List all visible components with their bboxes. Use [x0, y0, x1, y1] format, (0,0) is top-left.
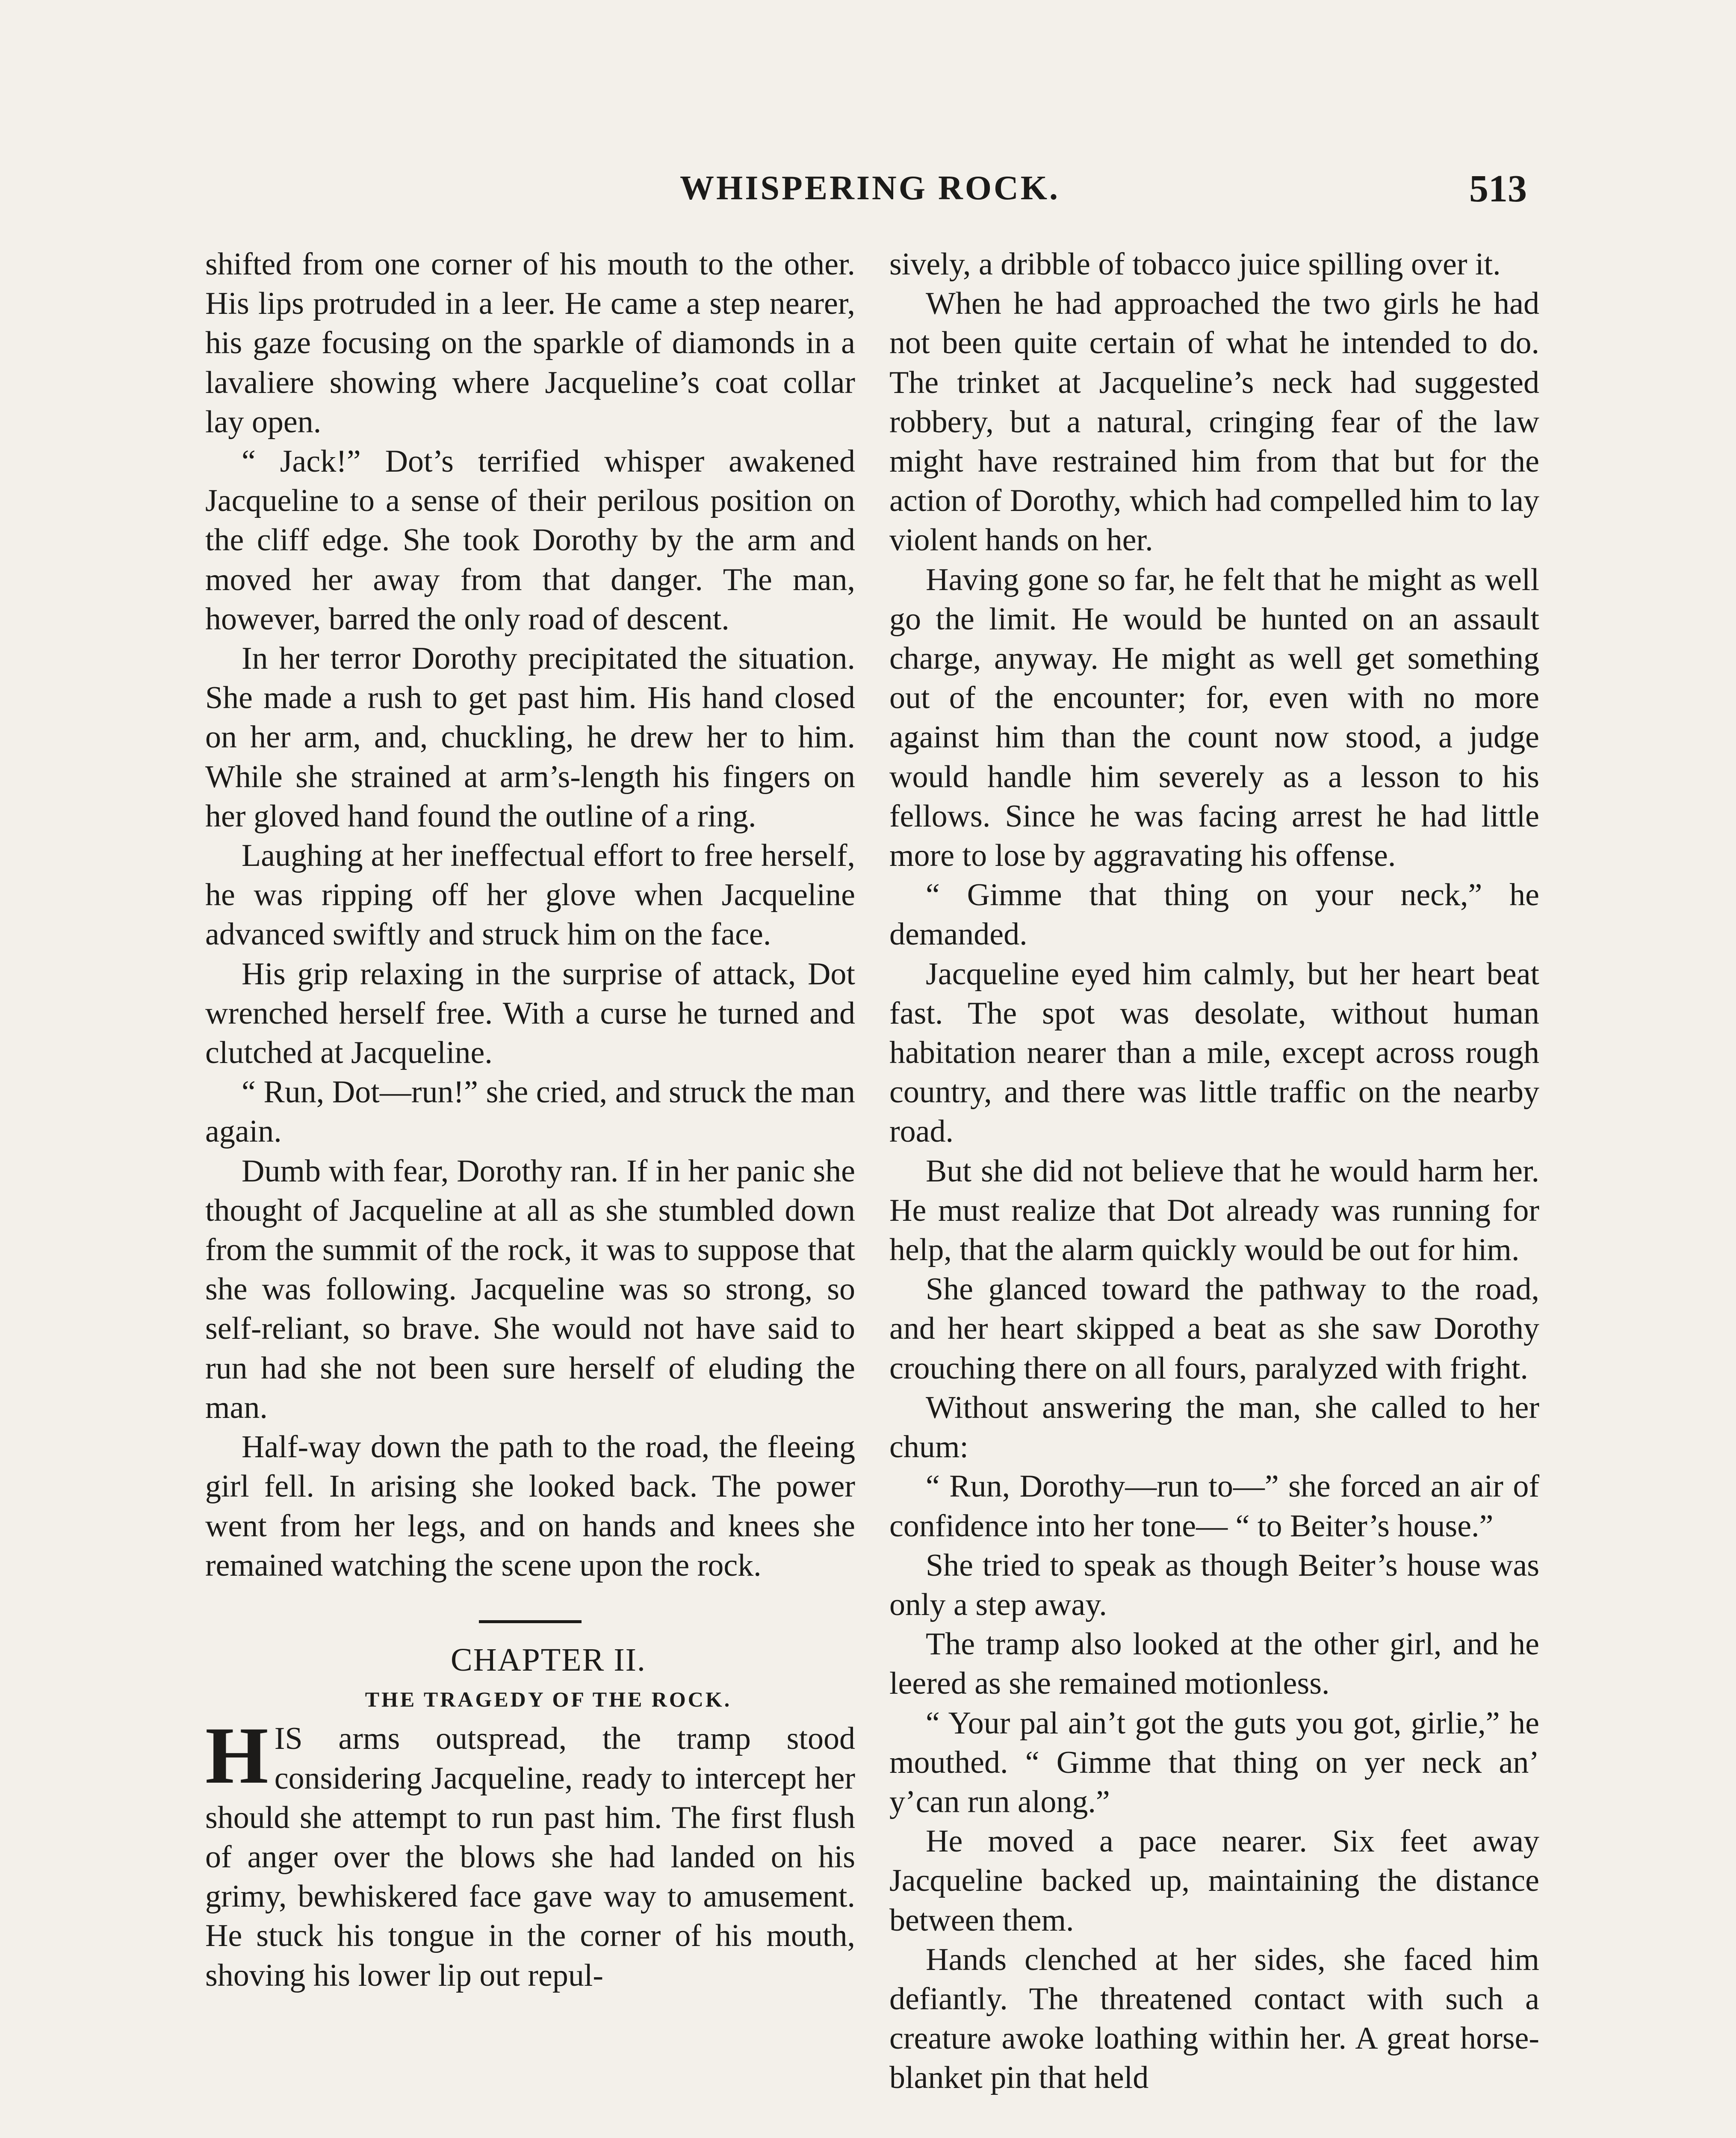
running-header-title: WHISPERING ROCK. [680, 169, 1060, 207]
chapter-opening-text: IS arms outspread, the tramp stood considering Jacqueline, ready to intercept her should she attempt to run past him. The first flush of anger over the blows she had landed on his grimy, bewhiskered face gave way to amusement. He stuck his tongue in the corner of his mouth, shoving his lower lip out repul- [205, 1721, 855, 1993]
paragraph: She tried to speak as though Beiter’s house was only a step away. [889, 1547, 1539, 1622]
paragraph: “ Run, Dot—run!” she cried, and struck the man again. [205, 1075, 855, 1149]
paragraph: The tramp also looked at the other girl, and he leered as she remained motionless. [889, 1627, 1539, 1701]
paragraph: When he had approached the two girls he had not been quite certain of what he intended to do. The trinket at Jacqueline’s neck had suggested robbery, but a natural, cringing fear of the law might have restrained him from that but for the action of Dorothy, which had compelled him to lay violent hands on her. [889, 286, 1539, 558]
paragraph: Laughing at her ineffectual effort to free herself, he was ripping off her glove when Jacqueline advanced swiftly and struck him on the face. [205, 838, 855, 952]
paragraph: His grip relaxing in the surprise of attack, Dot wrenched herself free. With a curse he turned and clutched at Jacqueline. [205, 956, 855, 1071]
paragraph: sively, a dribble of tobacco juice spilling over it. [889, 247, 1501, 282]
paragraph: “ Your pal ain’t got the guts you got, girlie,” he mouthed. “ Gimme that thing on yer neck an’ y’can run along.” [889, 1705, 1539, 1819]
paragraph: Dumb with fear, Dorothy ran. If in her panic she thought of Jacqueline at all as she stumbled down from the summit of the rock, it was to suppose that she was following. Jacqueline was so strong, so self-reliant, so brave. She would not have said to run had she not been sure herself of eluding the man. [205, 1153, 855, 1425]
right-column [889, 245, 1539, 2098]
chapter-heading: CHAPTER II. [451, 1642, 646, 1678]
paragraph: She glanced toward the pathway to the road, and her heart skipped a beat as she saw Dorothy crouching there on all fours, paralyzed with fright. [889, 1272, 1539, 1386]
paragraph: Half-way down the path to the road, the fleeing girl fell. In arising she looked back. The power went from her legs, and on hands and knees she remained watching the scene upon the rock. [205, 1429, 855, 1583]
paragraph: But she did not believe that he would harm her. He must realize that Dot already was running for help, that the alarm quickly would be out for him. [889, 1153, 1539, 1268]
chapter-opening-paragraph [205, 1711, 855, 1995]
paragraph: “ Jack!” Dot’s terrified whisper awakened Jacqueline to a sense of their perilous position on the cliff edge. She took Dorothy by the arm and moved her away from that danger. The man, however, barred the only road of descent. [205, 444, 855, 637]
paragraph: shifted from one corner of his mouth to the other. His lips protruded in a leer. He came a step nearer, his gaze focusing on the sparkle of diamonds in a lavaliere showing where Jacqueline’s coat collar lay open. [205, 247, 855, 440]
chapter-subtitle: THE TRAGEDY OF THE ROCK. [365, 1687, 732, 1712]
paragraph: Having gone so far, he felt that he might as well go the limit. He would be hunted on an assault charge, anyway. He might as well get something out of the encounter; for, even with no more against him than the count now stood, a judge would handle him severely as a lesson to his fellows. Since he was facing arrest he had little more to lose by aggravating his offense. [889, 562, 1539, 874]
drop-cap: H [205, 1711, 269, 1801]
paragraph: “ Run, Dorothy—run to—” she forced an air of confidence into her tone— “ to Beiter’s house.” [889, 1469, 1539, 1544]
paragraph: Hands clenched at her sides, she faced him defiantly. The threatened contact with such a creature awoke loathing within her. A great horse-blanket pin that held [889, 1942, 1539, 2096]
section-divider [479, 1620, 582, 1623]
paragraph: He moved a pace nearer. Six feet away Jacqueline backed up, maintaining the distance between them. [889, 1824, 1539, 1938]
page-number: 513 [1469, 168, 1527, 210]
paragraph: Without answering the man, she called to her chum: [889, 1390, 1539, 1465]
paragraph: Jacqueline eyed him calmly, but her heart beat fast. The spot was desolate, without human habitation nearer than a mile, except across rough country, and there was little traffic on the nearby road. [889, 956, 1539, 1149]
paragraph: “ Gimme that thing on your neck,” he demanded. [889, 877, 1539, 952]
paragraph: In her terror Dorothy precipitated the situation. She made a rush to get past him. His hand closed on her arm, and, chuckling, he drew her to him. While she strained at arm’s-length his fingers on her gloved hand found the outline of a ring. [205, 641, 855, 834]
left-column [205, 245, 855, 1995]
